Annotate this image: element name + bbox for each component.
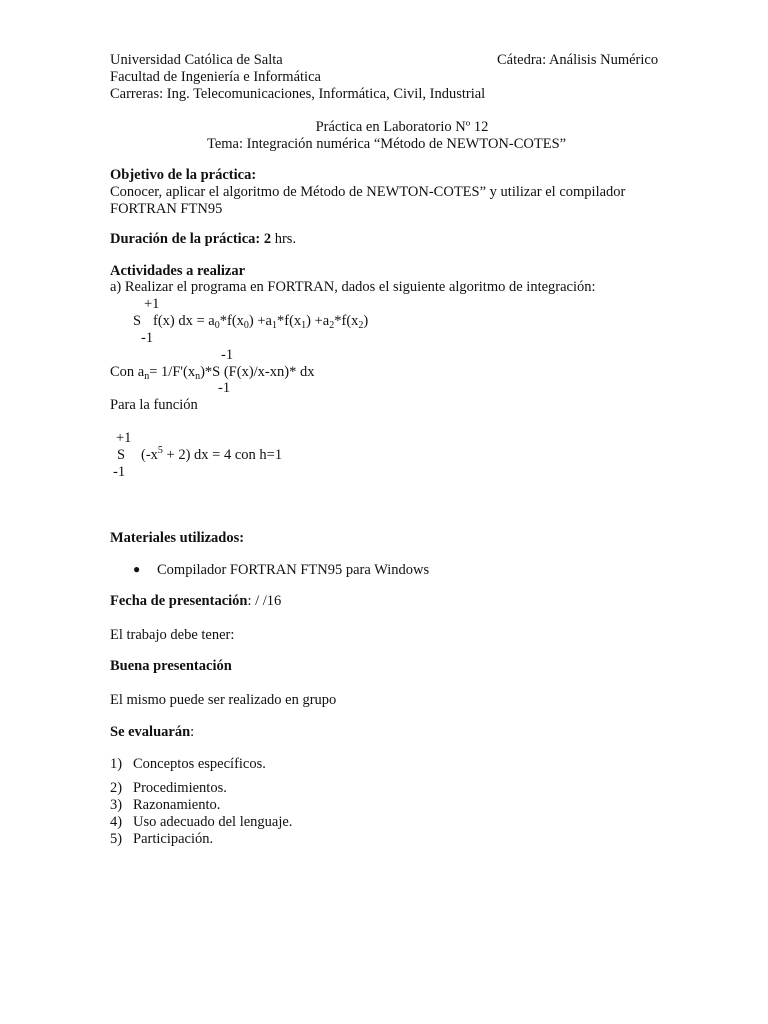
coefficient-formula: Con $a_n= 1/F'(x_n)*S$ (F(x)/x-xn)* dx [110,364,315,382]
faculty-name: Facultad de Ingeniería e Informática [110,69,321,85]
careers-line: Carreras: Ing. Telecomunicaciones, Informática, Civil, Industrial [110,86,486,102]
evaluation-item-text: Razonamiento. [133,797,221,813]
evaluation-item-text: Participación. [133,831,214,847]
objective-text-line1: Conocer, aplicar el algoritmo de Método de NEWTON-COTES” y utilizar el compilador [110,184,626,200]
coefficient-lower-limit: -1 [218,380,231,396]
integral-symbol: S [133,313,142,329]
function-lower-limit: -1 [113,464,126,480]
integral-lower-limit: -1 [141,330,154,346]
objective-text-line2: FORTRAN FTN95 [110,201,223,217]
materials-heading: Materiales utilizados: [110,530,245,546]
function-upper-limit: +1 [116,430,132,446]
function-integral-symbol: S [117,447,126,463]
activity-item-a: a) Realizar el programa en FORTRAN, dados el siguiente algoritmo de integración: [110,279,596,295]
evaluation-item-text: Conceptos específicos. [133,756,266,772]
material-item: Compilador FORTRAN FTN95 para Windows [157,562,430,578]
evaluation-item-number: 3) [110,797,123,813]
evaluation-item-text: Uso adecuado del lenguaje. [133,814,293,830]
requirements-intro: El trabajo debe tener: [110,627,235,643]
requirement-group-work: El mismo puede ser realizado en grupo [110,692,337,708]
practice-topic: Tema: Integración numérica “Método de NEWTON-COTES” [207,136,567,152]
objective-heading: Objetivo de la práctica: [110,167,257,183]
evaluation-item-number: 4) [110,814,123,830]
evaluation-item-text: Procedimientos. [133,780,227,796]
coefficient-upper-limit: -1 [221,347,234,363]
function-label: Para la función [110,397,198,413]
requirement-good-presentation: Buena presentación [110,658,232,674]
bullet-icon: ● [133,562,141,576]
activities-heading: Actividades a realizar [110,263,246,279]
presentation-date: Fecha de presentación: / /16 [110,593,282,609]
duration-line: Duración de la práctica: 2 hrs. [110,231,297,247]
university-name: Universidad Católica de Salta [110,52,283,68]
function-formula: $(-x^5 + 2)$ dx = 4 con h=1 [141,445,283,463]
evaluation-item-number: 5) [110,831,123,847]
evaluation-heading: Se evaluarán: [110,724,195,740]
chair-name: Cátedra: Análisis Numérico [497,52,659,68]
evaluation-item-number: 2) [110,780,123,796]
evaluation-item-number: 1) [110,756,123,772]
practice-title: Práctica en Laboratorio Nº 12 [315,119,489,135]
newton-cotes-formula: f(x) dx = $a_0*f(x_0) +a_1*f(x_1) +a_2*f(x_2)$ [153,313,369,331]
integral-upper-limit: +1 [144,296,160,312]
